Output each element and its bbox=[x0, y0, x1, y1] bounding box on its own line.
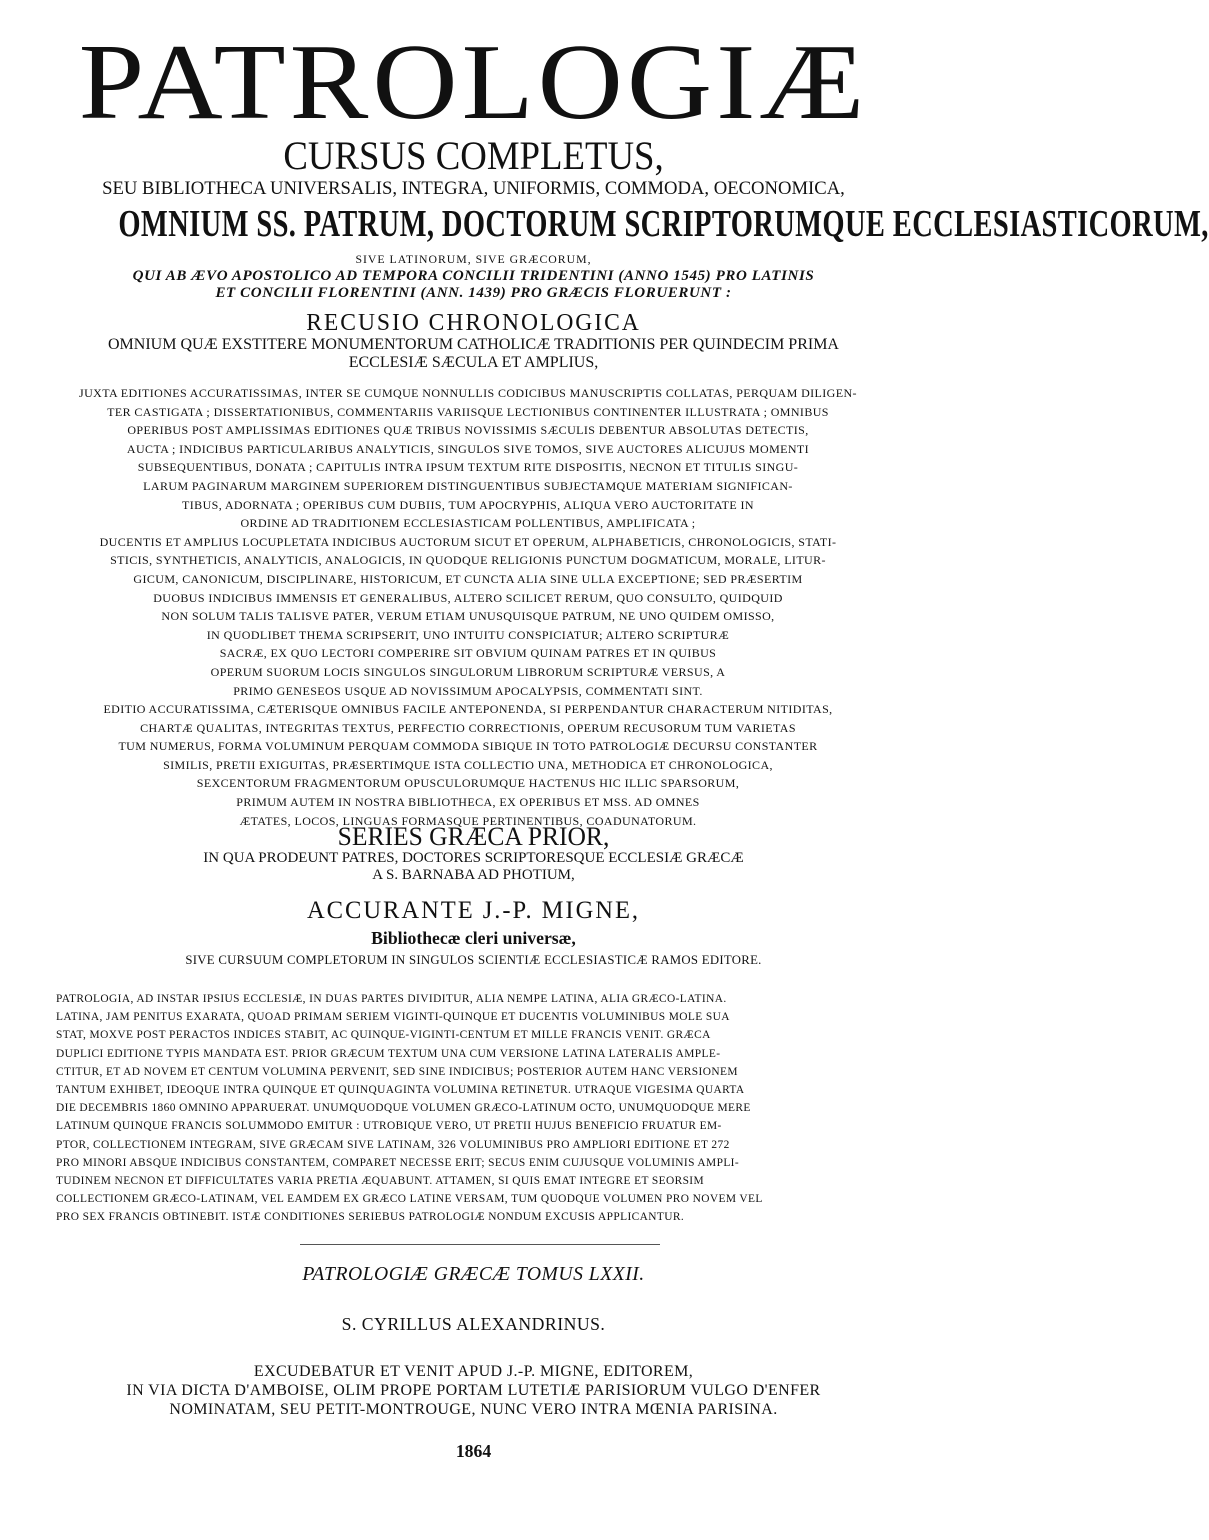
description-line: CHARTÆ QUALITAS, INTEGRITAS TEXTUS, PERFECTIO CORRECTIONIS, OPERUM RECUSORUM TUM VARIETAS bbox=[140, 720, 796, 735]
series-heading: SERIES GRÆCA PRIOR, bbox=[337, 822, 610, 851]
notice-line: CTITUR, ET AD NOVEM ET CENTUM VOLUMINA PERVENIT, SED SINE INDICIBUS; POSTERIOR AUTEM HANC VERSIONEM bbox=[56, 1065, 738, 1078]
notice-line: DIE DECEMBRIS 1860 OMNINO APPARUERAT. UNUMQUODQUE VOLUMEN GRÆCO-LATINUM OCTO, UNUMQUODQUE MERE bbox=[56, 1102, 751, 1115]
divider bbox=[300, 1244, 660, 1245]
notice-line: DUPLICI EDITIONE TYPIS MANDATA EST. PRIOR GRÆCUM TEXTUM UNA CUM VERSIONE LATINA LATERALIS AMPLE- bbox=[56, 1047, 721, 1060]
description-line: OPERIBUS POST AMPLISSIMAS EDITIONES QUÆ TRIBUS NOVISSIMIS SÆCULIS DEBENTUR ABSOLUTAS DETECTIS, bbox=[127, 423, 809, 438]
imprint-line: IN VIA DICTA D'AMBOISE, OLIM PROPE PORTAM LUTETIÆ PARISIORUM VULGO D'ENFER bbox=[126, 1382, 821, 1399]
description-line: TER CASTIGATA ; DISSERTATIONIBUS, COMMENTARIIS VARIISQUE LECTIONIBUS CONTINENTER ILLUSTRATA ; OMNIBUS bbox=[107, 404, 829, 419]
description-line: TIBUS, ADORNATA ; OPERIBUS CUM DUBIIS, TUM APOCRYPHIS, ALIQUA VERO AUCTORITATE IN bbox=[182, 497, 754, 512]
page-title: PATROLOGIÆ bbox=[78, 21, 869, 143]
description-line: SEXCENTORUM FRAGMENTORUM OPUSCULORUMQUE HACTENUS HIC ILLIC SPARSORUM, bbox=[196, 776, 740, 791]
omnium-quae-line: ECCLESIÆ SÆCULA ET AMPLIUS, bbox=[348, 354, 599, 371]
description-line: SIMILIS, PRETII EXIGUITAS, PRÆSERTIMQUE ISTA COLLECTIO UNA, METHODICA ET CHRONOLOGICA, bbox=[163, 757, 773, 772]
line-sive: SIVE LATINORUM, SIVE GRÆCORUM, bbox=[355, 252, 592, 266]
sive-cursuum-line: SIVE CURSUUM COMPLETORUM IN SINGULOS SCIENTIÆ ECCLESIASTICÆ RAMOS EDITORE. bbox=[185, 952, 762, 967]
line-omnium: OMNIUM SS. PATRUM, DOCTORUM SCRIPTORUMQUE ECCLESIASTICORUM, bbox=[118, 203, 1209, 245]
description-line: PRIMO GENESEOS USQUE AD NOVISSIMUM APOCALYPSIS, COMMENTATI SINT. bbox=[233, 683, 703, 698]
notice-line: PTOR, COLLECTIONEM INTEGRAM, SIVE GRÆCAM SIVE LATINAM, 326 VOLUMINIBUS PRO AMPLIORI EDITIONE ET 272 bbox=[56, 1138, 730, 1151]
line-seu: SEU BIBLIOTHECA UNIVERSALIS, INTEGRA, UNIFORMIS, COMMODA, OECONOMICA, bbox=[102, 178, 845, 199]
description-block bbox=[28, 384, 908, 830]
notice-line: LATINA, JAM PENITUS EXARATA, QUOAD PRIMAM SERIEM VIGINTI-QUINQUE ET DUCENTIS VOLUMINIBUS MOLE SUA bbox=[56, 1011, 730, 1024]
notice-line: LATINUM QUINQUE FRANCIS SOLUMMODO EMITUR : UTROBIQUE VERO, UT PRETII HUJUS BENEFICIO FRUATUR EM- bbox=[56, 1120, 722, 1133]
description-line: TUM NUMERUS, FORMA VOLUMINUM PERQUAM COMMODA SIBIQUE IN TOTO PATROLOGIÆ DECURSU CONSTANTER bbox=[118, 739, 818, 754]
in-qua-line: IN QUA PRODEUNT PATRES, DOCTORES SCRIPTORESQUE ECCLESIÆ GRÆCÆ bbox=[203, 850, 744, 866]
recusio-heading: RECUSIO CHRONOLOGICA bbox=[306, 310, 641, 336]
notice-line: STAT, MOXVE POST PERACTOS INDICES STABIT, AC QUINQUE-VIGINTI-CENTUM ET MILLE FRANCIS VENIT. GRÆCA bbox=[56, 1029, 711, 1042]
bibliothecae-line: Bibliothecæ cleri universæ, bbox=[371, 928, 576, 948]
description-line: ORDINE AD TRADITIONEM ECCLESIASTICAM POLLENTIBUS, AMPLIFICATA ; bbox=[240, 516, 696, 531]
imprint-line: EXCUDEBATUR ET VENIT APUD J.-P. MIGNE, EDITOREM, bbox=[253, 1363, 694, 1380]
in-qua-line: A S. BARNABA AD PHOTIUM, bbox=[372, 867, 575, 883]
qui-line: ET CONCILII FLORENTINI (ANN. 1439) PRO GRÆCIS FLORUERUNT : bbox=[215, 285, 732, 301]
in-qua bbox=[0, 850, 947, 884]
description-line: EDITIO ACCURATISSIMA, CÆTERISQUE OMNIBUS FACILE ANTEPONENDA, SI PERPENDANTUR CHARACTERUM NITIDITAS, bbox=[103, 702, 833, 717]
description-line: DUOBUS INDICIBUS IMMENSIS ET GENERALIBUS, ALTERO SCILICET RERUM, QUO CONSULTO, QUIDQUID bbox=[153, 590, 783, 605]
description-line: GICUM, CANONICUM, DISCIPLINARE, HISTORICUM, ET CUNCTA ALIA SINE ULLA EXCEPTIONE; SED PRÆSERTIM bbox=[133, 571, 803, 586]
line-qui bbox=[0, 268, 947, 302]
omnium-quae bbox=[0, 336, 947, 372]
description-line: LARUM PAGINARUM MARGINEM SUPERIOREM DISTINGUENTIBUS SUBJECTAMQUE MATERIAM SIGNIFICAN- bbox=[143, 478, 793, 493]
description-line: AUCTA ; INDICIBUS PARTICULARIBUS ANALYTICIS, SINGULOS SIVE TOMOS, SIVE AUCTORES ALICUJUS MOMENTI bbox=[126, 441, 810, 456]
description-line: PRIMUM AUTEM IN NOSTRA BIBLIOTHECA, EX OPERIBUS ET MSS. AD OMNES bbox=[236, 795, 700, 810]
description-line: STICIS, SYNTHETICIS, ANALYTICIS, ANALOGICIS, IN QUODQUE RELIGIONIS PUNCTUM DOGMATICUM, MORALE, LITUR- bbox=[110, 553, 826, 568]
volume-title: PATROLOGIÆ GRÆCÆ TOMUS LXXII. bbox=[302, 1263, 645, 1285]
omnium-quae-line: OMNIUM QUÆ EXSTITERE MONUMENTORUM CATHOLICÆ TRADITIONIS PER QUINDECIM PRIMA bbox=[108, 336, 839, 353]
qui-line: QUI AB ÆVO APOSTOLICO AD TEMPORA CONCILII TRIDENTINI (ANNO 1545) PRO LATINIS bbox=[132, 268, 815, 284]
notice-block bbox=[56, 990, 911, 1227]
notice-line: COLLECTIONEM GRÆCO-LATINAM, VEL EAMDEM EX GRÆCO LATINE VERSAM, TUM QUODQUE VOLUMEN PRO NOVEM VEL bbox=[56, 1193, 763, 1206]
description-line: SACRÆ, EX QUO LECTORI COMPERIRE SIT OBVIUM QUINAM PATRES ET IN QUIBUS bbox=[219, 646, 717, 661]
imprint bbox=[0, 1362, 947, 1419]
notice-line: TUDINEM NECNON ET DIFFICULTATES VARIA PRETIA ÆQUABUNT. ATTAMEN, SI QUIS EMAT INTEGRE ET SEORSIM bbox=[56, 1175, 705, 1188]
notice-line: TANTUM EXHIBET, IDEOQUE INTRA QUINQUE ET QUINQUAGINTA VOLUMINA RETINETUR. UTRAQUE VIGESIMA QUARTA bbox=[56, 1084, 745, 1097]
notice-line: PRO SEX FRANCIS OBTINEBIT. ISTÆ CONDITIONES SERIEBUS PATROLOGIÆ NONDUM EXCUSIS APPLICANTUR. bbox=[56, 1211, 685, 1224]
description-line: SUBSEQUENTIBUS, DONATA ; CAPITULIS INTRA IPSUM TEXTUM RITE DISPOSITIS, NECNON ET TITULIS SINGU- bbox=[137, 460, 799, 475]
publication-year: 1864 bbox=[455, 1441, 492, 1461]
subtitle: CURSUS COMPLETUS, bbox=[283, 133, 664, 178]
description-line: IN QUODLIBET THEMA SCRIPSERIT, UNO INTUITU CONSPICIATUR; ALTERO SCRIPTURÆ bbox=[206, 627, 730, 642]
description-line: NON SOLUM TALIS TALISVE PATER, VERUM ETIAM UNUSQUISQUE PATRUM, NE UNO QUIDEM OMISSO, bbox=[161, 609, 775, 624]
description-line: DUCENTIS ET AMPLIUS LOCUPLETATA INDICIBUS AUCTORUM SICUT ET OPERUM, ALPHABETICIS, CHRONOLOGICIS, STATI- bbox=[99, 534, 837, 549]
description-line: OPERUM SUORUM LOCIS SINGULOS SINGULORUM LIBRORUM SCRIPTURÆ VERSUS, A bbox=[210, 664, 726, 679]
author-name: S. CYRILLUS ALEXANDRINUS. bbox=[341, 1314, 606, 1334]
description-line: ÆTATES, LOCOS, LINGUAS FORMASQUE PERTINENTIBUS, COADUNATORUM. bbox=[239, 813, 697, 828]
notice-line: PRO MINORI ABSQUE INDICIBUS CONSTANTEM, COMPARET NECESSE ERIT; SECUS ENIM CUJUSQUE VOLUMINIS AMPLI- bbox=[56, 1156, 740, 1169]
imprint-line: NOMINATAM, SEU PETIT-MONTROUGE, NUNC VERO INTRA MŒNIA PARISINA. bbox=[169, 1401, 778, 1418]
accurante-heading: ACCURANTE J.-P. MIGNE, bbox=[306, 897, 641, 924]
description-line: JUXTA EDITIONES ACCURATISSIMAS, INTER SE CUMQUE NONNULLIS CODICIBUS MANUSCRIPTIS COLLATAS, PERQUAM DILIGEN- bbox=[79, 386, 857, 400]
notice-line: PATROLOGIA, AD INSTAR IPSIUS ECCLESIÆ, IN DUAS PARTES DIVIDITUR, ALIA NEMPE LATINA, ALIA GRÆCO-LATINA. bbox=[56, 993, 727, 1005]
